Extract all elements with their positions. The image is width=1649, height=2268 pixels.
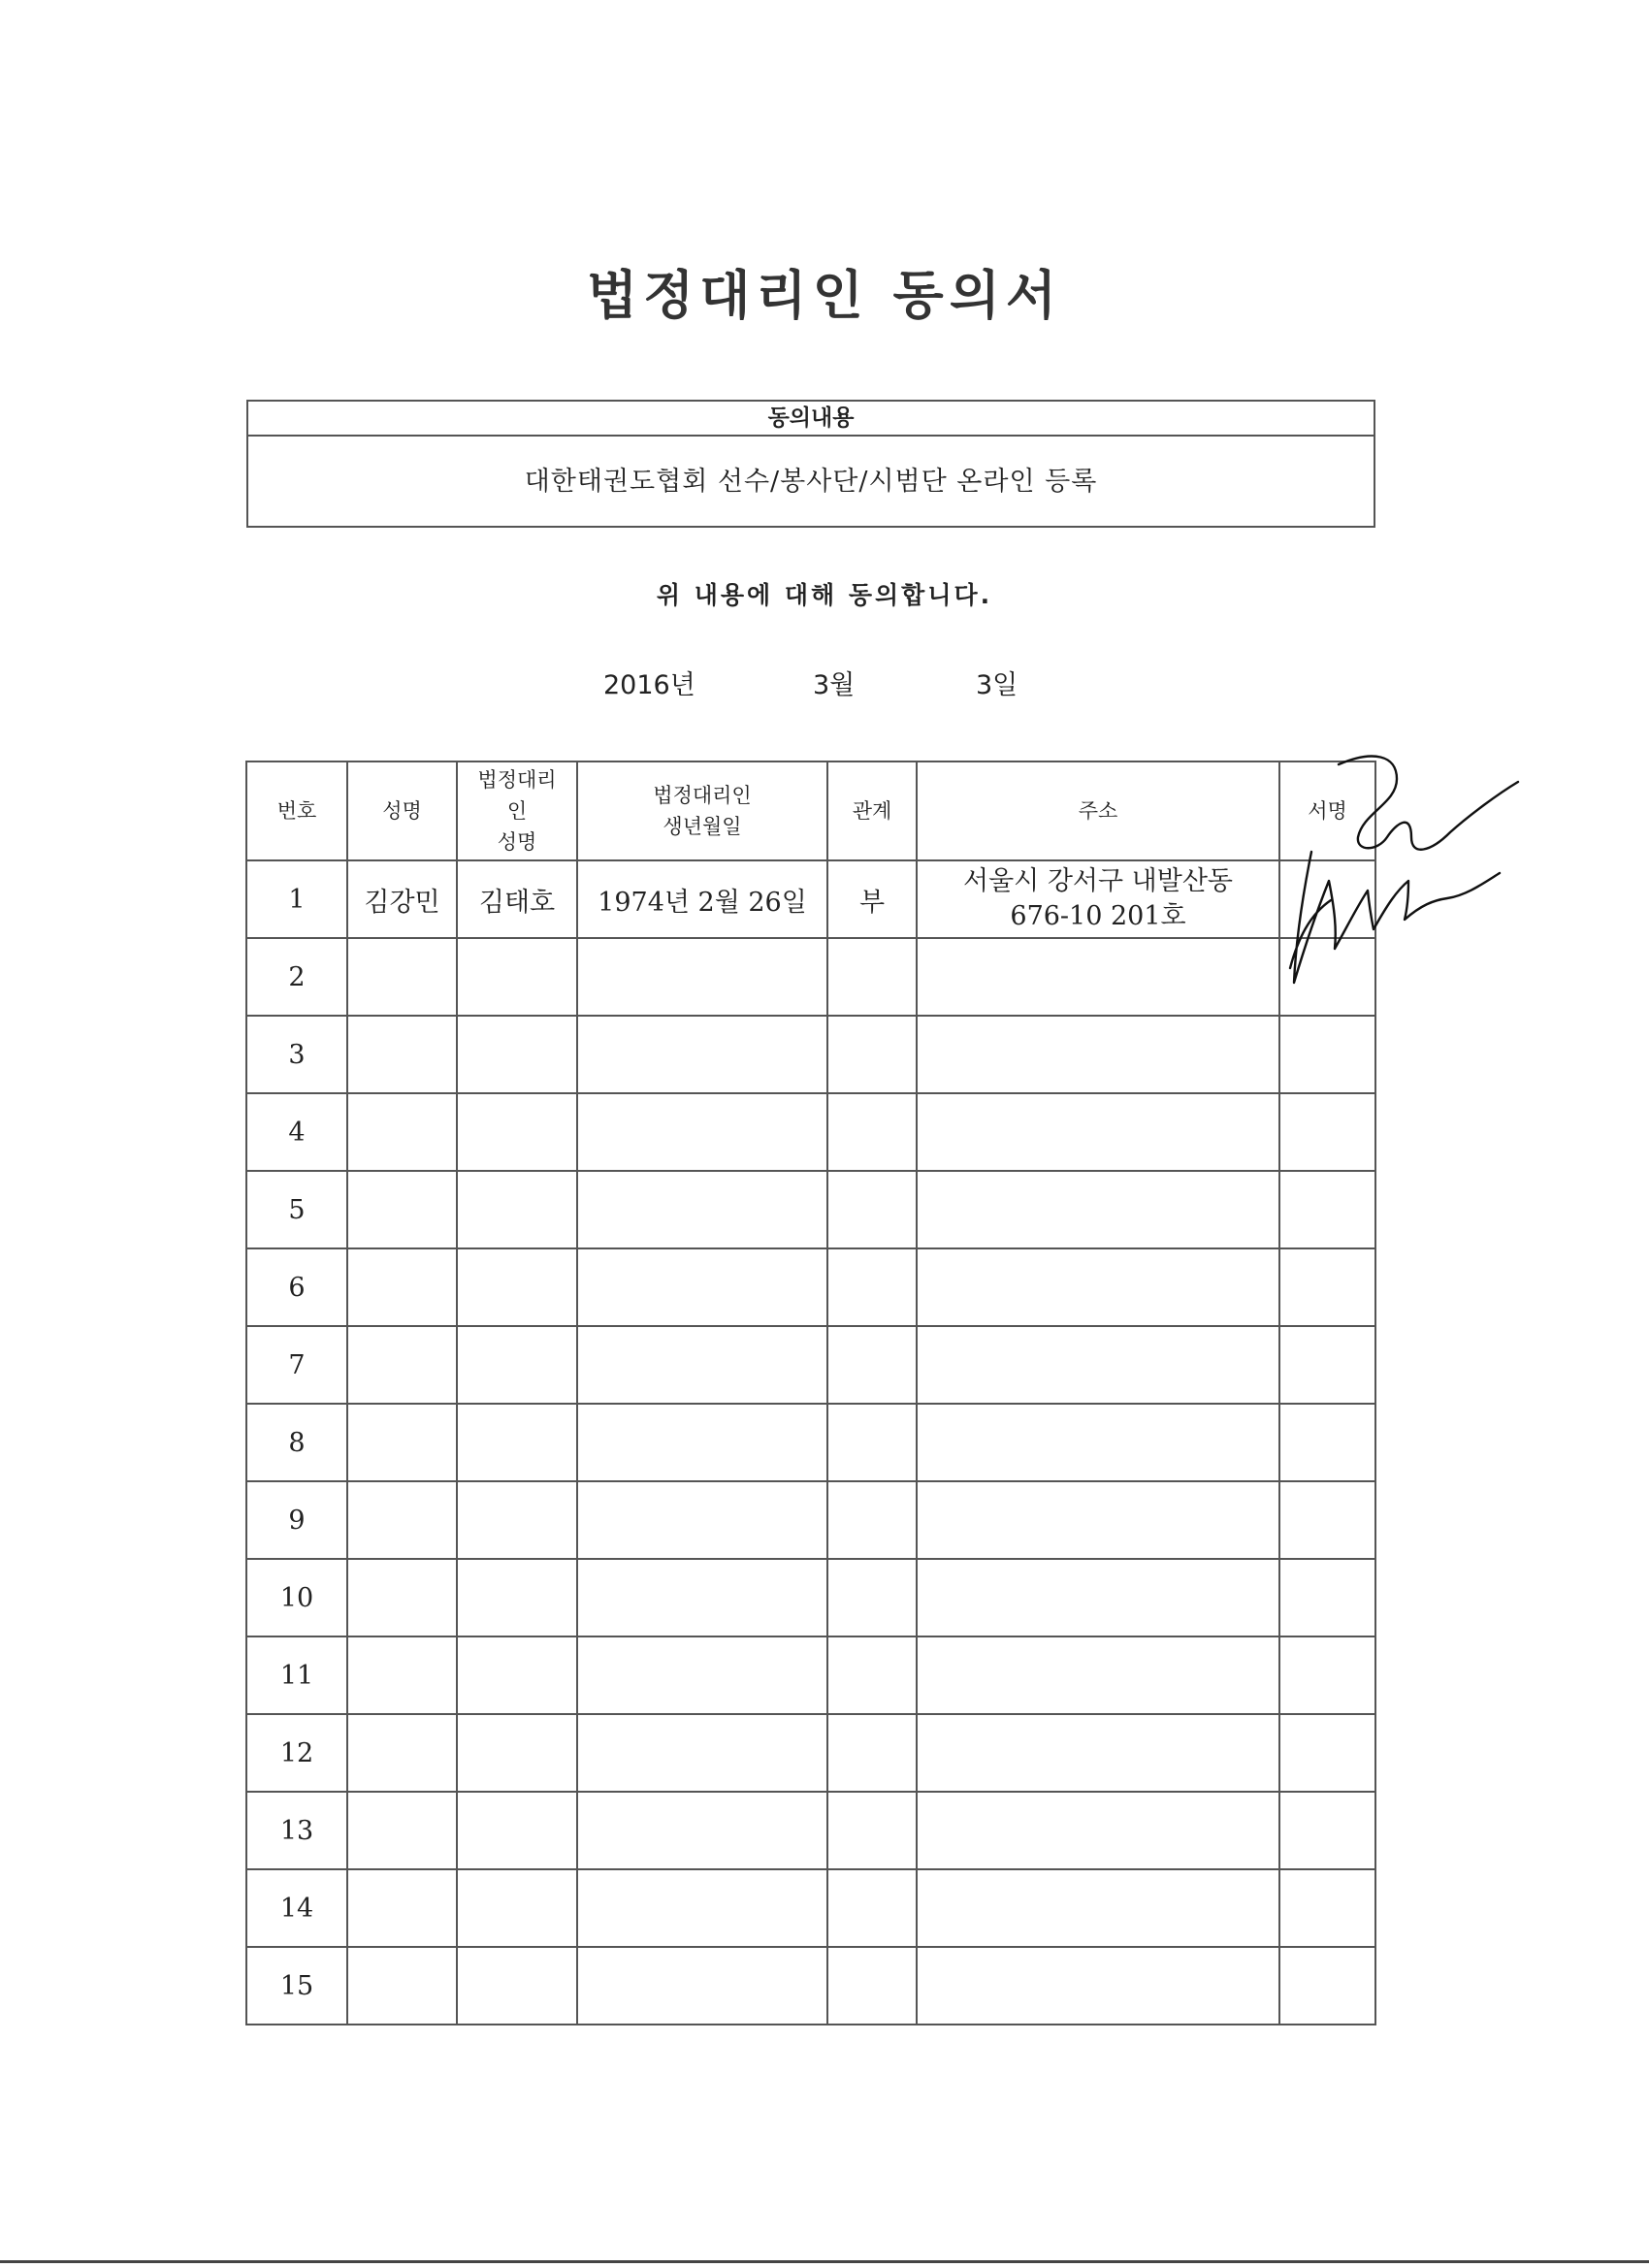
cell-address	[917, 1792, 1279, 1869]
cell-address	[917, 1404, 1279, 1481]
table-row	[246, 1714, 1375, 1792]
cell-name	[347, 1248, 457, 1326]
cell-guardian-birth	[577, 1326, 827, 1404]
cell-no: 9	[246, 1481, 347, 1559]
cell-no: 3	[246, 1016, 347, 1093]
cell-no: 13	[246, 1792, 347, 1869]
cell-guardian-name	[457, 1093, 577, 1171]
cell-relation	[827, 1481, 917, 1559]
consent-text: 대한태권도협회 선수/봉사단/시범단 온라인 등록	[524, 467, 1098, 497]
cell-relation	[827, 1792, 917, 1869]
cell-guardian-name	[457, 1404, 577, 1481]
cell-relation	[827, 1869, 917, 1947]
cell-no: 5	[246, 1171, 347, 1248]
date-day: 3일	[976, 670, 1018, 700]
table-row	[246, 1792, 1375, 1869]
table-row	[246, 860, 1375, 938]
table-row	[246, 1248, 1375, 1326]
cell-guardian-birth	[577, 1171, 827, 1248]
cell-name	[347, 1171, 457, 1248]
cell-guardian-name	[457, 1171, 577, 1248]
consent-box	[246, 400, 1375, 528]
date-year: 2016년	[603, 670, 695, 700]
cell-signature	[1279, 1481, 1375, 1559]
cell-no: 4	[246, 1093, 347, 1171]
cell-guardian-name	[457, 1947, 577, 2025]
cell-guardian-birth	[577, 1869, 827, 1947]
cell-address	[917, 1171, 1279, 1248]
cell-address	[917, 1326, 1279, 1404]
cell-relation	[827, 1016, 917, 1093]
cell-address	[917, 1714, 1279, 1792]
cell-name	[347, 1404, 457, 1481]
cell-no: 6	[246, 1248, 347, 1326]
cell-guardian-birth	[577, 1714, 827, 1792]
cell-address	[917, 1947, 1279, 2025]
cell-guardian-name	[457, 1248, 577, 1326]
table-row	[246, 938, 1375, 1016]
cell-name	[347, 1869, 457, 1947]
header-address: 주소	[917, 761, 1279, 860]
table-row	[246, 1404, 1375, 1481]
header-relation: 관계	[827, 761, 917, 860]
cell-relation	[827, 1636, 917, 1714]
cell-signature	[1279, 1714, 1375, 1792]
document-title: 법정대리인 동의서	[586, 265, 1063, 326]
cell-name	[347, 1559, 457, 1636]
cell-signature	[1279, 1792, 1375, 1869]
cell-relation	[827, 938, 917, 1016]
table-body	[246, 860, 1375, 2025]
table-row	[246, 1481, 1375, 1559]
cell-relation	[827, 1171, 917, 1248]
consent-header: 동의내용	[248, 402, 1374, 437]
cell-signature	[1279, 938, 1375, 1016]
cell-name	[347, 1714, 457, 1792]
table-row	[246, 1016, 1375, 1093]
cell-name	[347, 1093, 457, 1171]
cell-relation	[827, 1093, 917, 1171]
cell-signature	[1279, 1326, 1375, 1404]
cell-relation	[827, 1326, 917, 1404]
table-row	[246, 1559, 1375, 1636]
cell-address	[917, 1481, 1279, 1559]
cell-name	[347, 1016, 457, 1093]
cell-guardian-name	[457, 1714, 577, 1792]
table-row	[246, 1093, 1375, 1171]
cell-no: 2	[246, 938, 347, 1016]
cell-guardian-name: 김태호	[457, 860, 577, 938]
cell-name	[347, 1636, 457, 1714]
cell-guardian-birth	[577, 1404, 827, 1481]
scan-bottom-edge	[0, 2260, 1649, 2263]
cell-no: 7	[246, 1326, 347, 1404]
cell-name	[347, 1326, 457, 1404]
cell-guardian-name	[457, 1326, 577, 1404]
cell-signature	[1279, 860, 1375, 938]
table-row	[246, 1171, 1375, 1248]
cell-name: 김강민	[347, 860, 457, 938]
cell-address	[917, 938, 1279, 1016]
cell-signature	[1279, 1636, 1375, 1714]
cell-guardian-birth	[577, 938, 827, 1016]
cell-relation: 부	[827, 860, 917, 938]
cell-guardian-name	[457, 1792, 577, 1869]
cell-name	[347, 1481, 457, 1559]
cell-guardian-birth	[577, 1481, 827, 1559]
cell-guardian-name	[457, 1481, 577, 1559]
cell-address	[917, 1016, 1279, 1093]
cell-no: 1	[246, 860, 347, 938]
cell-guardian-birth	[577, 1636, 827, 1714]
cell-no: 14	[246, 1869, 347, 1947]
cell-signature	[1279, 1404, 1375, 1481]
cell-name	[347, 938, 457, 1016]
cell-address	[917, 1559, 1279, 1636]
cell-guardian-birth	[577, 1559, 827, 1636]
cell-signature	[1279, 1869, 1375, 1947]
cell-guardian-birth	[577, 1248, 827, 1326]
table-row	[246, 1636, 1375, 1714]
cell-address	[917, 860, 1279, 938]
address-line: 서울시 강서구 내발산동	[963, 866, 1233, 896]
cell-signature	[1279, 1093, 1375, 1171]
header-guardian-birth: 법정대리인 생년월일	[577, 761, 827, 860]
header-no: 번호	[246, 761, 347, 860]
agreement-statement: 위 내용에 대해 동의합니다.	[656, 581, 993, 609]
table-row	[246, 1869, 1375, 1947]
cell-address	[917, 1636, 1279, 1714]
cell-signature	[1279, 1947, 1375, 2025]
cell-no: 11	[246, 1636, 347, 1714]
table-row	[246, 1947, 1375, 2025]
cell-guardian-birth: 1974년 2월 26일	[577, 860, 827, 938]
header-signature: 서명	[1279, 761, 1375, 860]
cell-address	[917, 1248, 1279, 1326]
table-header-row	[246, 761, 1375, 860]
cell-name	[347, 1947, 457, 2025]
cell-no: 15	[246, 1947, 347, 2025]
table-row	[246, 1326, 1375, 1404]
cell-address	[917, 1869, 1279, 1947]
cell-relation	[827, 1248, 917, 1326]
cell-guardian-name	[457, 1636, 577, 1714]
cell-guardian-name	[457, 1016, 577, 1093]
cell-signature	[1279, 1559, 1375, 1636]
cell-signature	[1279, 1016, 1375, 1093]
cell-guardian-birth	[577, 1093, 827, 1171]
cell-guardian-name	[457, 1559, 577, 1636]
cell-guardian-name	[457, 938, 577, 1016]
cell-guardian-birth	[577, 1016, 827, 1093]
cell-guardian-birth	[577, 1947, 827, 2025]
guardian-table	[245, 761, 1376, 2025]
cell-relation	[827, 1559, 917, 1636]
date-month: 3월	[813, 670, 856, 700]
cell-relation	[827, 1404, 917, 1481]
cell-name	[347, 1792, 457, 1869]
cell-guardian-name	[457, 1869, 577, 1947]
cell-no: 10	[246, 1559, 347, 1636]
header-name: 성명	[347, 761, 457, 860]
header-guardian-name: 법정대리 인 성명	[457, 761, 577, 860]
address-line: 676-10 201호	[1010, 901, 1186, 931]
cell-guardian-birth	[577, 1792, 827, 1869]
cell-signature	[1279, 1171, 1375, 1248]
cell-relation	[827, 1714, 917, 1792]
cell-no: 8	[246, 1404, 347, 1481]
cell-relation	[827, 1947, 917, 2025]
cell-signature	[1279, 1248, 1375, 1326]
cell-address	[917, 1093, 1279, 1171]
cell-no: 12	[246, 1714, 347, 1792]
